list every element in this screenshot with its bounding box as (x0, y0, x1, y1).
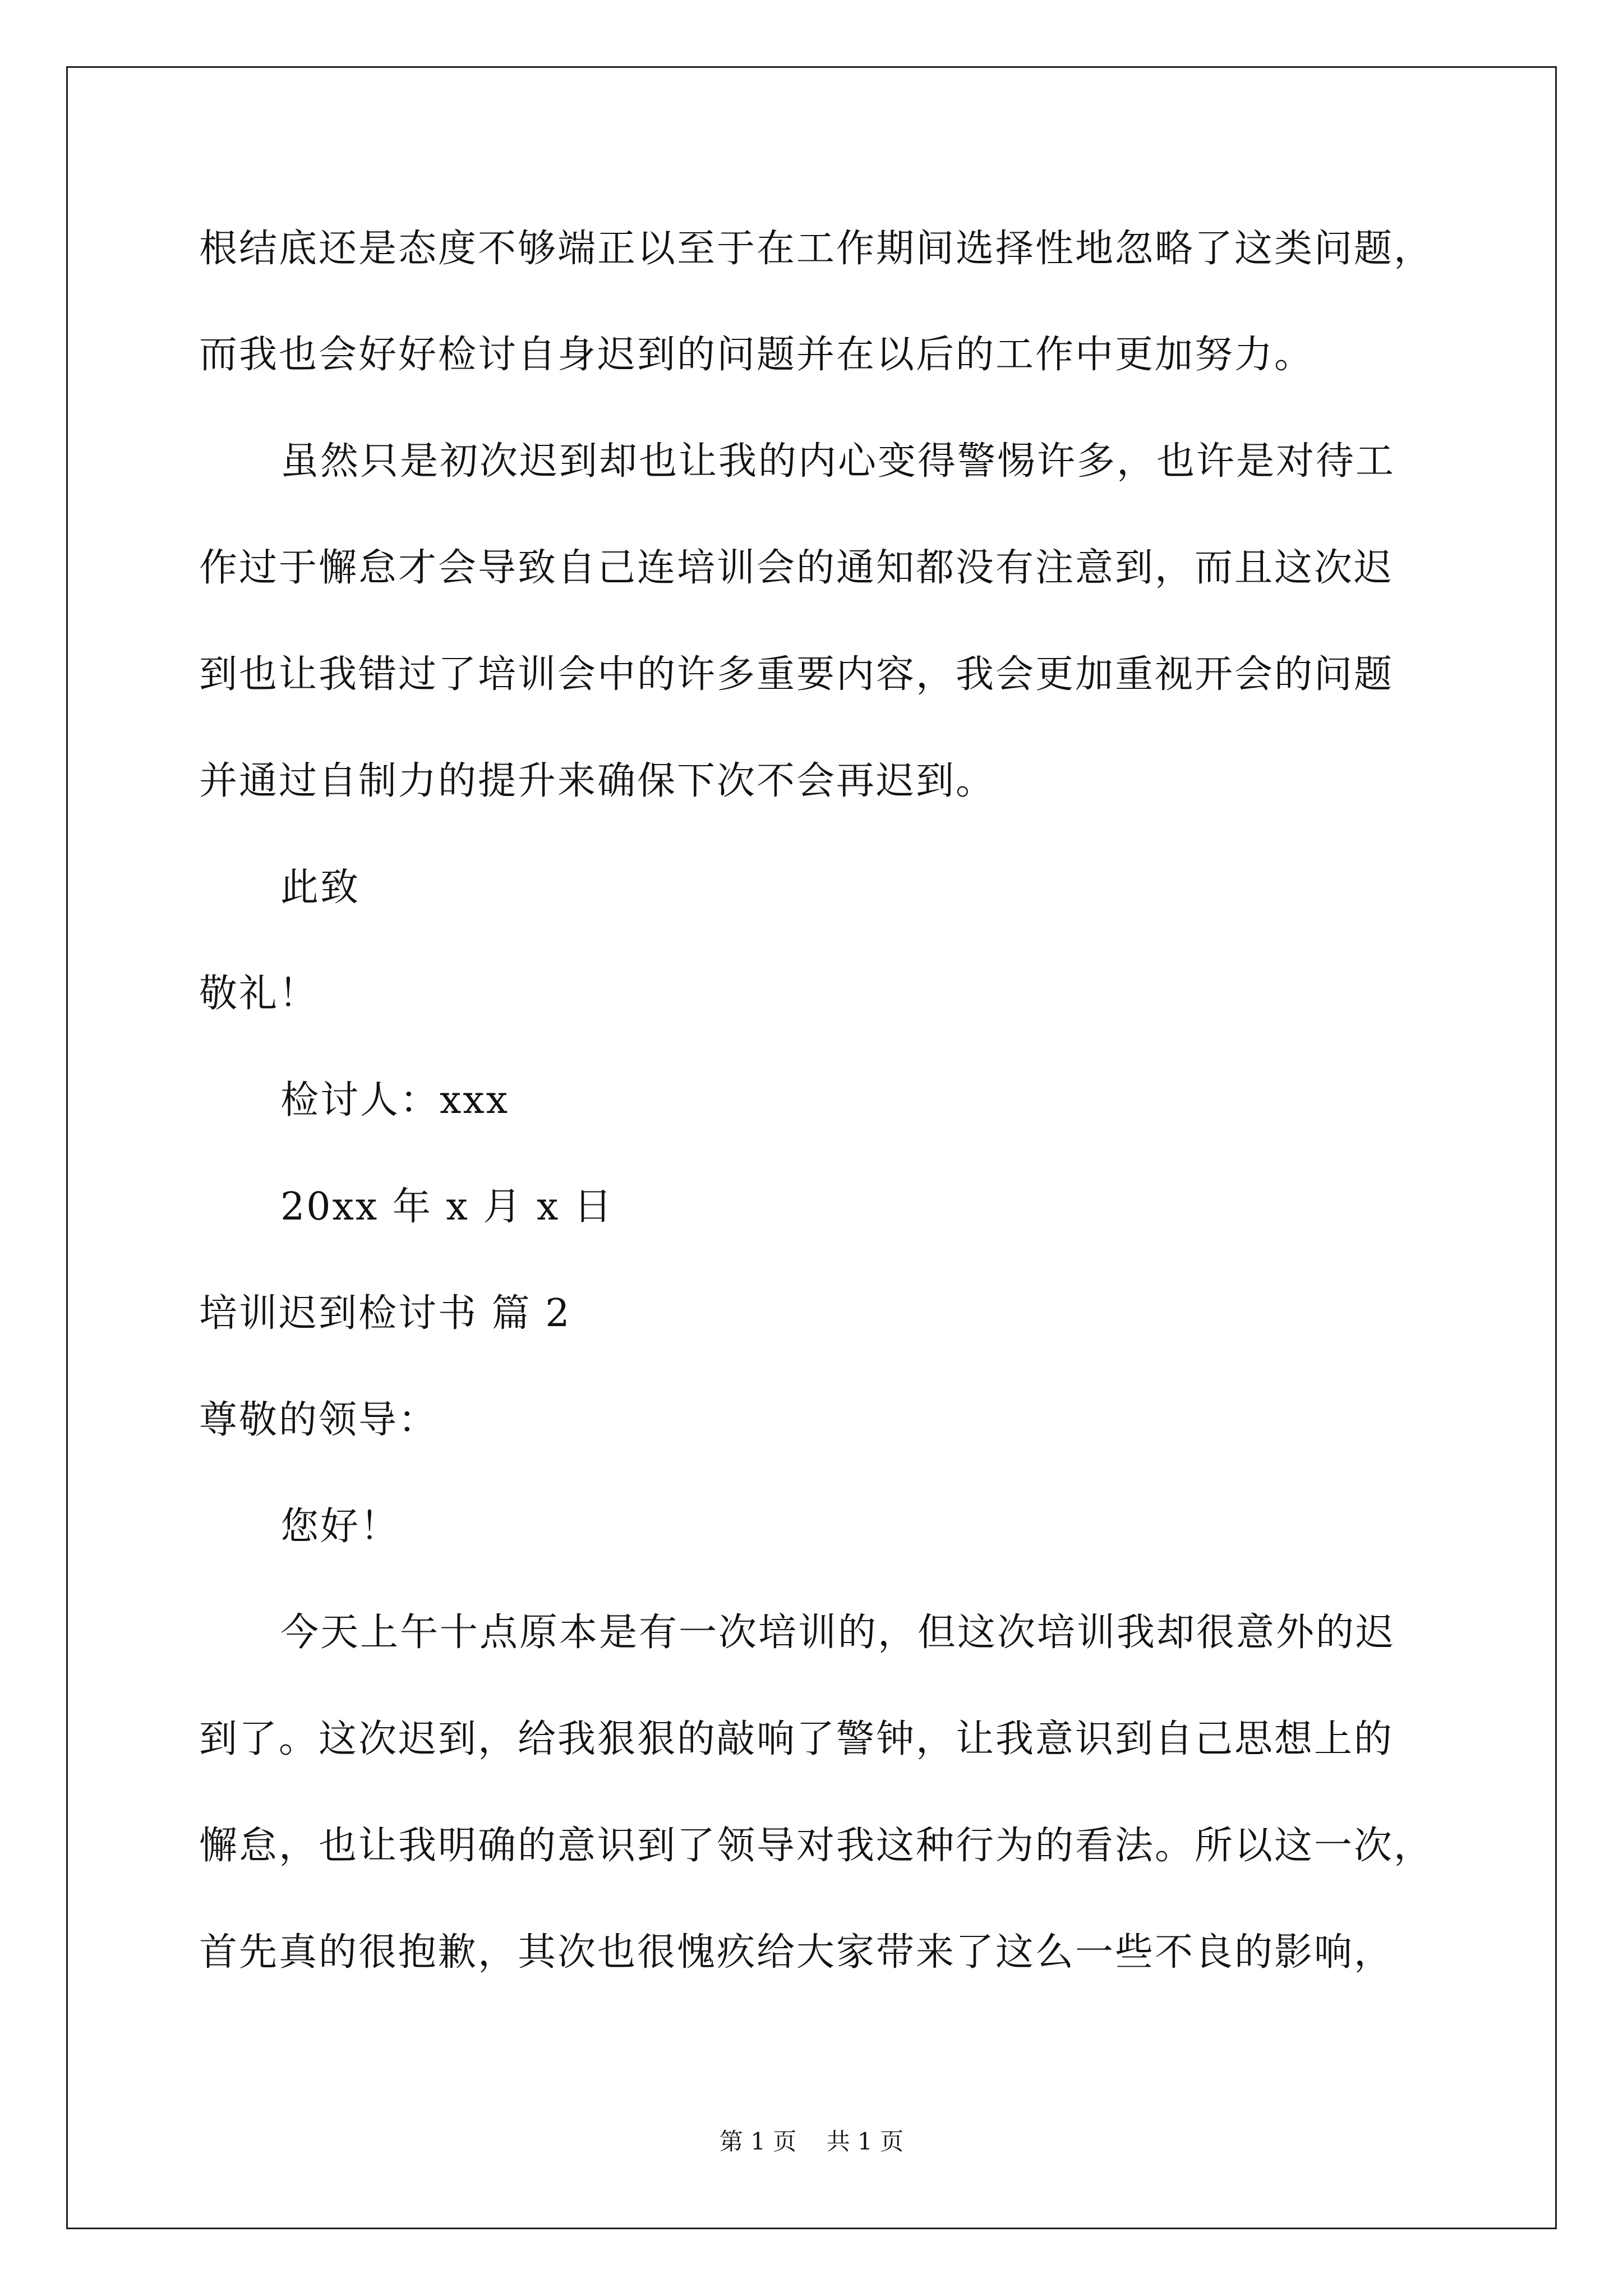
greeting-hello: 您好！ (280, 1504, 400, 1549)
body-line: 而我也会好好检讨自身迟到的问题并在以后的工作中更加努力。 (199, 333, 1315, 377)
section-heading: 培训迟到检讨书 篇 2 (199, 1291, 571, 1336)
signature-line: 检讨人：xxx (280, 1078, 510, 1122)
date-line: 20xx 年 x 月 x 日 (280, 1185, 614, 1229)
page-footer: 第 1 页 共 1 页 (719, 2128, 904, 2155)
body-line: 首先真的很抱歉，其次也很愧疚给大家带来了这么一些不良的影响， (199, 1930, 1394, 1975)
body-line: 根结底还是态度不够端正以至于在工作期间选择性地忽略了这类问题， (199, 227, 1434, 271)
body-line: 作过于懈怠才会导致自己连培训会的通知都没有注意到，而且这次迟 (199, 546, 1394, 590)
closing-salutation: 此致 (280, 866, 361, 910)
page-border (66, 66, 1557, 2229)
body-line: 到了。这次迟到，给我狠狠的敲响了警钟，让我意识到自己思想上的 (199, 1717, 1394, 1761)
closing-regards: 敬礼！ (199, 972, 319, 1016)
greeting-line: 尊敬的领导： (199, 1398, 439, 1442)
body-line: 到也让我错过了培训会中的许多重要内容，我会更加重视开会的问题 (199, 652, 1394, 697)
paragraph-first-line: 今天上午十点原本是有一次培训的，但这次培训我却很意外的迟 (280, 1611, 1396, 1655)
body-line: 并通过自制力的提升来确保下次不会再迟到。 (199, 759, 996, 803)
paragraph-first-line: 虽然只是初次迟到却也让我的内心变得警惕许多，也许是对待工 (280, 439, 1396, 484)
body-line: 懈怠，也让我明确的意识到了领导对我这种行为的看法。所以这一次， (199, 1824, 1434, 1868)
